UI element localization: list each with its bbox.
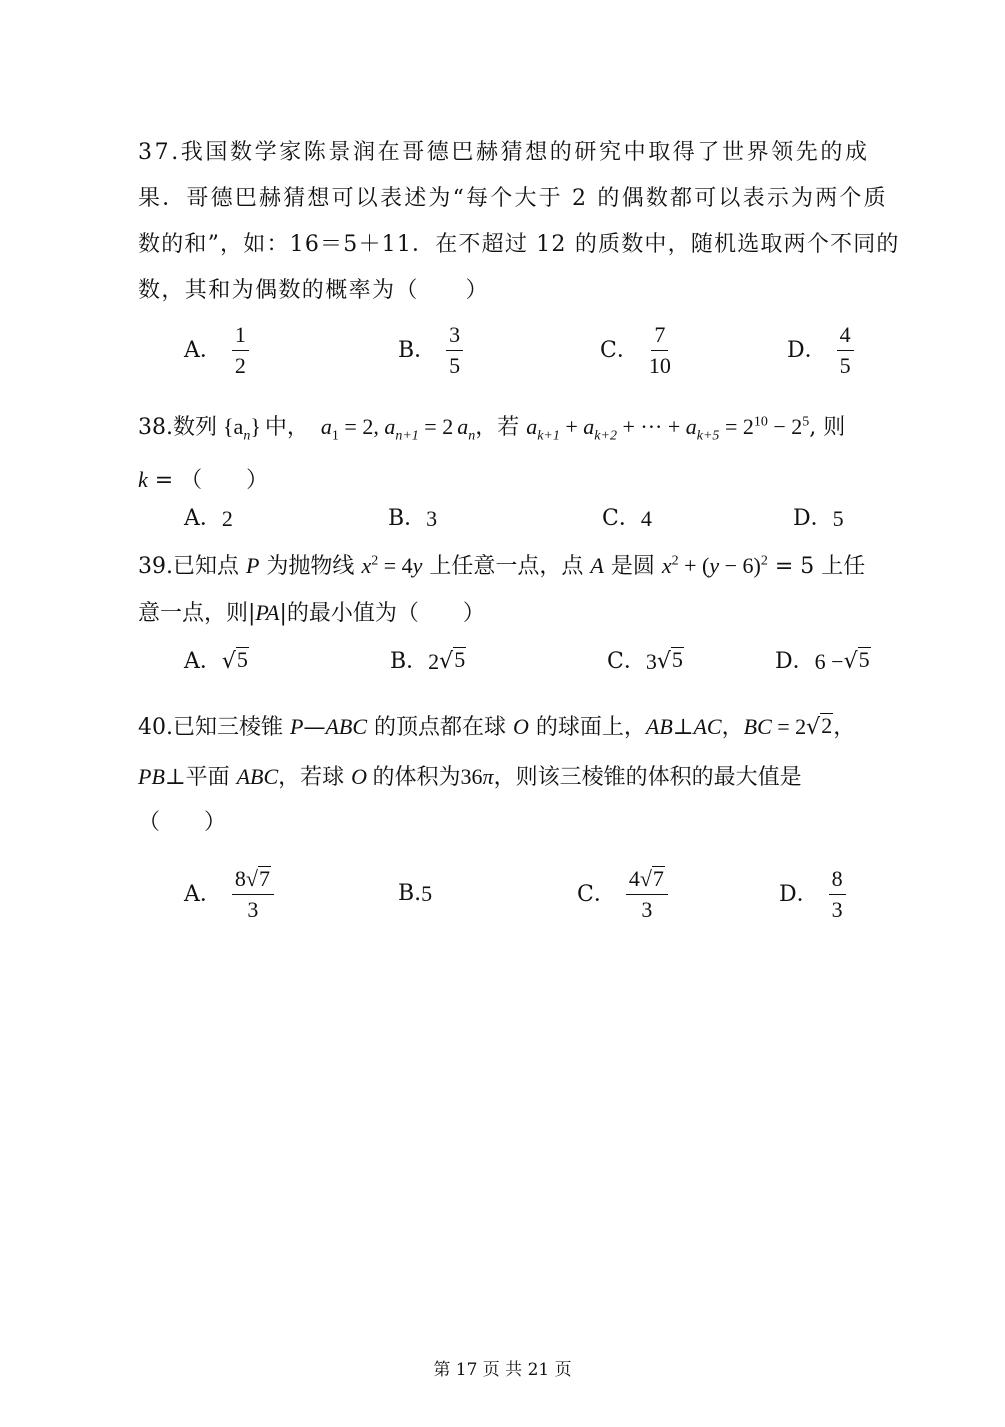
denominator: 3 [641,897,653,922]
radical-sign: √ [245,866,258,891]
q37-line2: 果．哥德巴赫猜想可以表述为“每个大于 2 的偶数都可以表示为两个质 [138,186,888,211]
sqrt [246,866,271,892]
sqrt [439,647,466,677]
t: 的体积为36 [367,764,483,789]
coef: 6 − [814,649,844,674]
t: 为抛物线 [259,554,362,579]
dash: — [303,715,326,740]
radical-sign: √ [439,649,454,674]
q38-option-d [793,504,844,534]
an: a [457,414,469,439]
numerator: 1 [232,322,249,351]
q38-blank: = （ ） [147,468,269,493]
t: = 5 上任 [767,554,866,579]
q40-option-b [398,879,432,909]
q40-line2 [138,762,802,793]
t: ，若球 [278,765,352,790]
option-label: B． [388,506,427,531]
t: ⊥平面 [164,765,237,790]
option-label: A． [184,881,222,907]
q39-option-c [607,647,684,677]
option-value: 5 [832,506,844,531]
seq-brace: {a [223,414,244,439]
q38-option-b [388,504,437,534]
denominator: 3 [247,897,259,922]
q37-option-b [398,322,463,379]
ak2-sub: k+2 [594,428,617,444]
q37-option-d [787,322,854,379]
option-label: B． [398,337,437,363]
var-bc: BC [743,714,772,739]
q37-line3: 数的和”，如：16＝5＋11．在不超过 12 的质数中，随机选取两个不同的 [138,232,900,257]
denominator: 2 [234,353,246,378]
an1: a [384,414,396,439]
fraction [649,322,671,379]
coef: 8 [234,866,246,891]
pow10: 10 [753,414,768,430]
sqrt [806,713,833,743]
radicand: 2 [821,713,833,738]
option-value: 2 [221,506,233,531]
q40-option-d [779,866,846,923]
q39-option-d [775,647,871,677]
t: 意一点，则| [138,601,256,626]
var-a: A [590,553,604,578]
sqrt [657,647,684,677]
radicand: 7 [258,866,270,891]
an1-sub: n+1 [395,428,419,444]
fraction [829,866,846,923]
option-label: C． [600,337,639,363]
q40-line3: （ ） [138,810,227,835]
radicand: 7 [652,866,664,891]
numerator: 4 [837,322,854,351]
option-label: A． [184,506,222,531]
q38-line2 [138,465,268,496]
option-label: D． [793,506,833,531]
option-label: C． [602,506,641,531]
t: ，则该三棱锥的体积的最大值是 [493,765,802,790]
var-abc: ABC [236,764,279,789]
t: + ( [678,553,710,578]
radicand: 5 [671,647,683,672]
ak5-sub: k+5 [696,428,720,444]
minus-two: − 2 [767,414,803,439]
var-ab: AB [645,714,673,739]
plus-dots: + ··· + [616,414,686,439]
q37-option-a [184,322,249,379]
perp: ⊥ [672,715,694,740]
denominator: 3 [831,897,843,922]
q38-option-c [602,504,652,534]
ak1-sub: k+1 [537,428,560,444]
option-label: A． [184,337,222,363]
t: = 4 [378,553,413,578]
t: 40.已知三棱锥 [138,715,290,740]
var-y: y [412,553,423,578]
numerator [626,866,668,895]
radicand: 5 [858,647,870,672]
var-pb: PB [138,764,165,789]
an1-eq: = 2 [418,414,454,439]
q37-line4: 数，其和为偶数的概率为（ ） [138,278,490,303]
denominator: 5 [449,353,461,378]
var-ac: AC [693,714,722,739]
radical-sign: √ [656,649,671,674]
var-o: O [351,764,368,789]
fraction [626,866,668,923]
option-label: B. [398,881,422,906]
var-abc: ABC [325,714,367,739]
fraction [446,322,463,379]
q38-option-a [184,504,233,534]
q38-mid: 中， [264,415,309,440]
var-x: x [661,553,672,578]
k-var: k [138,467,148,492]
eq-two: = 2 [719,414,754,439]
var-o: O [513,714,529,739]
t: |的最小值为（ ） [279,601,485,626]
coef: 2 [428,649,440,674]
option-label: D． [787,337,827,363]
q38-end: , 则 [809,415,846,440]
t: 是圆 [603,554,662,579]
sq: 2 [671,553,679,569]
t: ， [721,715,744,740]
t: ， [833,715,856,740]
var-p: P [289,714,304,739]
option-label: D． [779,881,819,907]
q40-option-a [184,866,274,923]
seq-close: } [250,414,261,439]
option-label: B． [390,649,429,674]
var-y: y [709,553,720,578]
numerator: 7 [651,322,668,351]
radical-sign: √ [806,715,821,740]
pi: π [482,764,494,789]
denominator: 10 [648,353,671,378]
fraction [232,866,274,923]
option-label: A． [184,649,222,674]
t: 39.已知点 [138,554,246,579]
t: = 2 [771,714,807,739]
numerator [232,866,274,895]
numerator: 8 [829,866,846,895]
q37-line1: 37.我国数学家陈景润在哥德巴赫猜想的研究中取得了世界领先的成 [138,140,870,165]
a1-sub: 1 [331,428,339,444]
var-pa: PA [255,600,280,625]
q38-line1 [138,412,845,443]
t: − 6) [719,553,761,578]
option-value: 5 [421,881,433,906]
q37-option-c [600,322,671,379]
seq-open [223,414,243,439]
option-value: 4 [640,506,652,531]
sqrt [844,647,871,677]
ak2: a [583,414,595,439]
plus: + [559,414,584,439]
an-sub: n [468,428,476,444]
sqrt [640,866,665,892]
seq-sub: n [243,428,251,444]
denominator: 5 [839,353,851,378]
option-label: C． [607,649,646,674]
option-label: C． [577,881,616,907]
a1: a [320,414,332,439]
coef: 3 [645,649,657,674]
q39-line2 [138,598,485,629]
sqrt [222,647,249,677]
radicand: 5 [236,647,248,672]
sq: 2 [371,553,379,569]
q40-line1 [138,712,855,743]
ak1: a [526,414,538,439]
ak5: a [685,414,697,439]
pow5: 5 [802,414,810,430]
q39-option-a [184,647,249,677]
radical-sign: √ [639,866,652,891]
var-x: x [361,553,372,578]
q40-option-c [577,866,668,923]
fraction [232,322,249,379]
coef: 4 [628,866,640,891]
option-label: D． [775,649,815,674]
sq: 2 [760,553,768,569]
radical-sign: √ [843,649,858,674]
q38-ruo: ，若 [475,415,527,440]
fraction [837,322,854,379]
a1-eq: = 2, [338,414,385,439]
var-p: P [245,553,260,578]
radical-sign: √ [221,649,236,674]
t: 的球面上， [528,715,646,740]
page-footer: 第 17 页 共 21 页 [433,1360,572,1380]
t: 上任意一点，点 [422,554,591,579]
q39-option-b [390,647,466,677]
radicand: 5 [454,647,466,672]
q38-prefix: 38.数列 [138,415,217,440]
q39-line1 [138,551,865,582]
numerator: 3 [446,322,463,351]
t: 的顶点都在球 [367,715,513,740]
option-value: 3 [426,506,438,531]
